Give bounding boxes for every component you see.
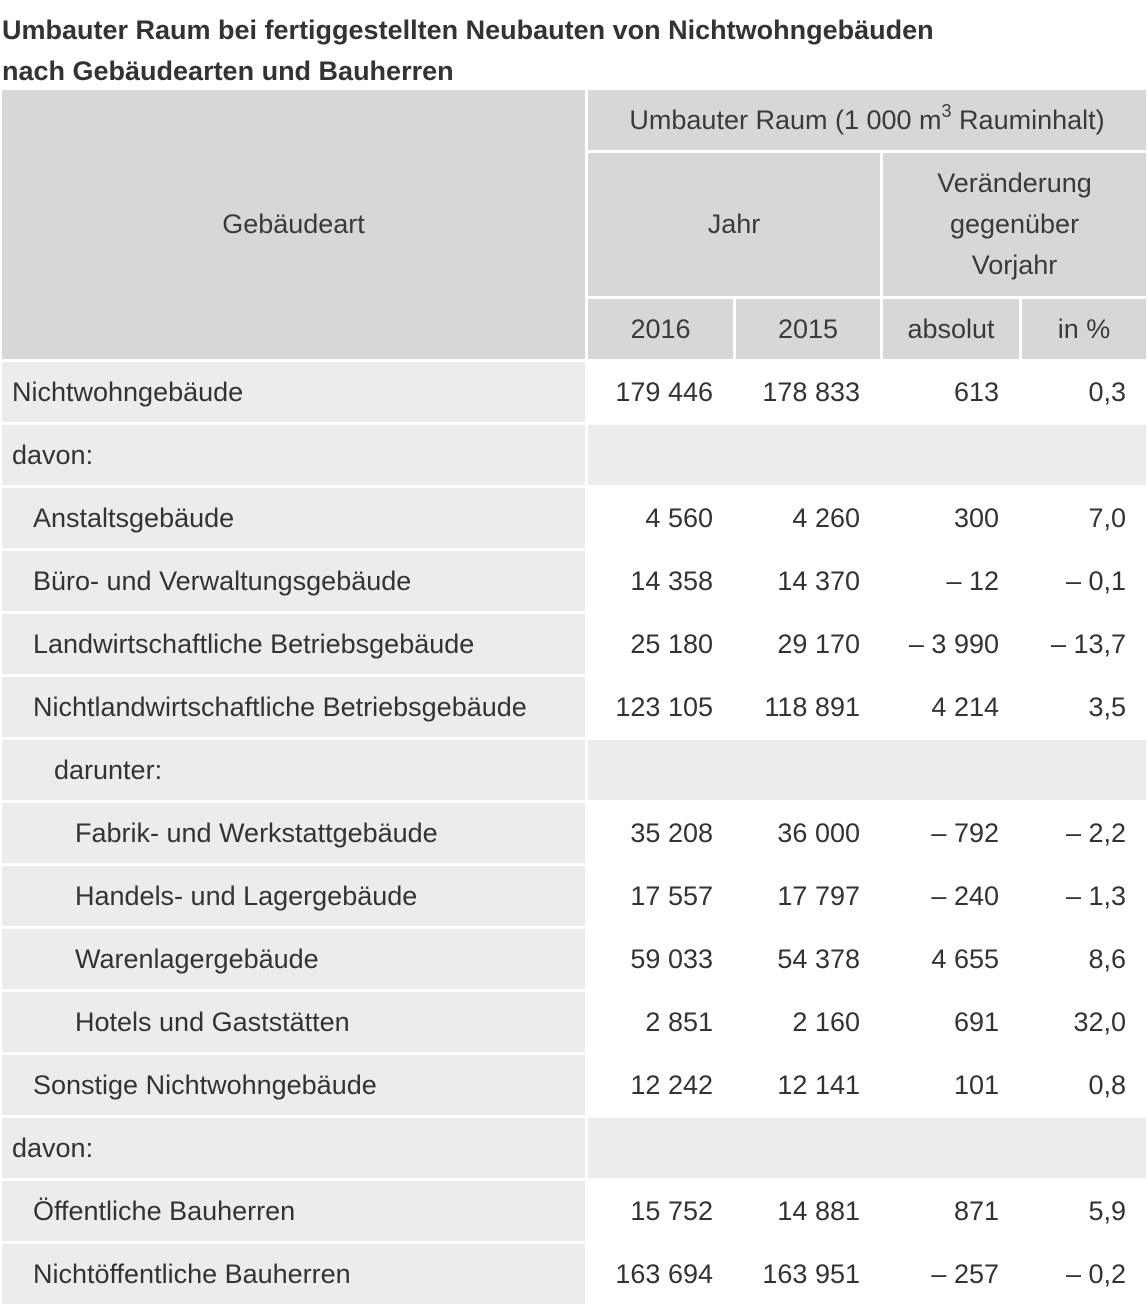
cell-in-prozent: 0,3 bbox=[1022, 362, 1146, 425]
cell-absolut: 101 bbox=[883, 1055, 1022, 1118]
table-row bbox=[2, 1055, 1146, 1118]
table-body bbox=[2, 362, 1146, 1307]
table-row-section-darunter bbox=[2, 740, 1146, 803]
cell-2016: 14 358 bbox=[588, 551, 736, 614]
row-label: Nichtlandwirtschaftliche Betriebsgebäude bbox=[2, 677, 588, 740]
header-umbauter-raum-prefix: Umbauter Raum (1 000 m bbox=[629, 104, 942, 135]
cell-absolut: – 3 990 bbox=[883, 614, 1022, 677]
cell-absolut: 4 655 bbox=[883, 929, 1022, 992]
table-row bbox=[2, 488, 1146, 551]
cell-2016: 123 105 bbox=[588, 677, 736, 740]
table-row bbox=[2, 614, 1146, 677]
section-spacer bbox=[588, 425, 1146, 488]
table-title bbox=[2, 10, 1142, 92]
row-label: Handels- und Lagergebäude bbox=[2, 866, 588, 929]
table-row bbox=[2, 866, 1146, 929]
cell-in-prozent: – 2,2 bbox=[1022, 803, 1146, 866]
cell-absolut: – 240 bbox=[883, 866, 1022, 929]
row-label: Hotels und Gaststätten bbox=[2, 992, 588, 1055]
header-veraenderung-line-3: Vorjahr bbox=[971, 250, 1058, 280]
cell-absolut: – 12 bbox=[883, 551, 1022, 614]
table-row bbox=[2, 677, 1146, 740]
cell-2015: 2 160 bbox=[736, 992, 883, 1055]
row-label: Fabrik- und Werkstattgebäude bbox=[2, 803, 588, 866]
row-label: Öffentliche Bauherren bbox=[2, 1181, 588, 1244]
header-umbauter-raum-sup: 3 bbox=[941, 100, 952, 121]
cell-2016: 59 033 bbox=[588, 929, 736, 992]
header-umbauter-raum bbox=[588, 90, 1146, 153]
table-header bbox=[2, 90, 1146, 362]
row-label: Nichtöffentliche Bauherren bbox=[2, 1244, 588, 1307]
cell-in-prozent: – 0,2 bbox=[1022, 1244, 1146, 1307]
cell-absolut: – 792 bbox=[883, 803, 1022, 866]
cell-in-prozent: – 13,7 bbox=[1022, 614, 1146, 677]
title-line-2: nach Gebäudearten und Bauherren bbox=[2, 56, 454, 86]
cell-2015: 178 833 bbox=[736, 362, 883, 425]
table-row bbox=[2, 929, 1146, 992]
cell-absolut: 691 bbox=[883, 992, 1022, 1055]
header-veraenderung-line-2: gegenüber bbox=[949, 209, 1080, 239]
row-label: Anstaltsgebäude bbox=[2, 488, 588, 551]
row-label: davon: bbox=[2, 1118, 588, 1181]
section-spacer bbox=[588, 1118, 1146, 1181]
cell-in-prozent: 8,6 bbox=[1022, 929, 1146, 992]
table-row bbox=[2, 1244, 1146, 1307]
cell-absolut: 300 bbox=[883, 488, 1022, 551]
title-line-1: Umbauter Raum bei fertiggestellten Neubauten von Nichtwohngebäuden bbox=[2, 15, 934, 45]
cell-absolut: – 257 bbox=[883, 1244, 1022, 1307]
table-row-section-davon bbox=[2, 1118, 1146, 1181]
header-absolut: absolut bbox=[883, 299, 1022, 362]
row-label: Nichtwohngebäude bbox=[2, 362, 588, 425]
cell-2016: 12 242 bbox=[588, 1055, 736, 1118]
data-table bbox=[2, 90, 1146, 1307]
cell-absolut: 613 bbox=[883, 362, 1022, 425]
row-label: darunter: bbox=[2, 740, 588, 803]
cell-2015: 14 370 bbox=[736, 551, 883, 614]
table-row bbox=[2, 992, 1146, 1055]
cell-2015: 12 141 bbox=[736, 1055, 883, 1118]
header-veraenderung bbox=[883, 153, 1146, 299]
cell-2016: 15 752 bbox=[588, 1181, 736, 1244]
cell-absolut: 871 bbox=[883, 1181, 1022, 1244]
header-in-prozent: in % bbox=[1022, 299, 1146, 362]
cell-2015: 14 881 bbox=[736, 1181, 883, 1244]
row-label: Büro- und Verwaltungsgebäude bbox=[2, 551, 588, 614]
header-jahr: Jahr bbox=[588, 153, 883, 299]
cell-2015: 36 000 bbox=[736, 803, 883, 866]
cell-2015: 4 260 bbox=[736, 488, 883, 551]
cell-2016: 35 208 bbox=[588, 803, 736, 866]
cell-2016: 163 694 bbox=[588, 1244, 736, 1307]
cell-2016: 25 180 bbox=[588, 614, 736, 677]
table-row bbox=[2, 803, 1146, 866]
row-label: davon: bbox=[2, 425, 588, 488]
cell-2016: 17 557 bbox=[588, 866, 736, 929]
row-label: Landwirtschaftliche Betriebsgebäude bbox=[2, 614, 588, 677]
table-row-nichtwohngebaeude bbox=[2, 362, 1146, 425]
cell-2015: 29 170 bbox=[736, 614, 883, 677]
header-2016: 2016 bbox=[588, 299, 736, 362]
row-label: Sonstige Nichtwohngebäude bbox=[2, 1055, 588, 1118]
cell-2016: 2 851 bbox=[588, 992, 736, 1055]
cell-in-prozent: – 1,3 bbox=[1022, 866, 1146, 929]
cell-in-prozent: 7,0 bbox=[1022, 488, 1146, 551]
table-row-section-davon bbox=[2, 425, 1146, 488]
header-gebaeudeart: Gebäudeart bbox=[2, 90, 588, 362]
cell-in-prozent: 0,8 bbox=[1022, 1055, 1146, 1118]
cell-2015: 118 891 bbox=[736, 677, 883, 740]
cell-2015: 17 797 bbox=[736, 866, 883, 929]
header-umbauter-raum-suffix: Rauminhalt) bbox=[951, 104, 1105, 135]
cell-in-prozent: – 0,1 bbox=[1022, 551, 1146, 614]
row-label: Warenlagergebäude bbox=[2, 929, 588, 992]
section-spacer bbox=[588, 740, 1146, 803]
cell-2016: 4 560 bbox=[588, 488, 736, 551]
header-2015: 2015 bbox=[736, 299, 883, 362]
cell-2016: 179 446 bbox=[588, 362, 736, 425]
cell-in-prozent: 5,9 bbox=[1022, 1181, 1146, 1244]
table-row bbox=[2, 551, 1146, 614]
cell-absolut: 4 214 bbox=[883, 677, 1022, 740]
cell-2015: 163 951 bbox=[736, 1244, 883, 1307]
table-row bbox=[2, 1181, 1146, 1244]
header-veraenderung-line-1: Veränderung bbox=[937, 168, 1092, 198]
cell-in-prozent: 3,5 bbox=[1022, 677, 1146, 740]
cell-2015: 54 378 bbox=[736, 929, 883, 992]
cell-in-prozent: 32,0 bbox=[1022, 992, 1146, 1055]
